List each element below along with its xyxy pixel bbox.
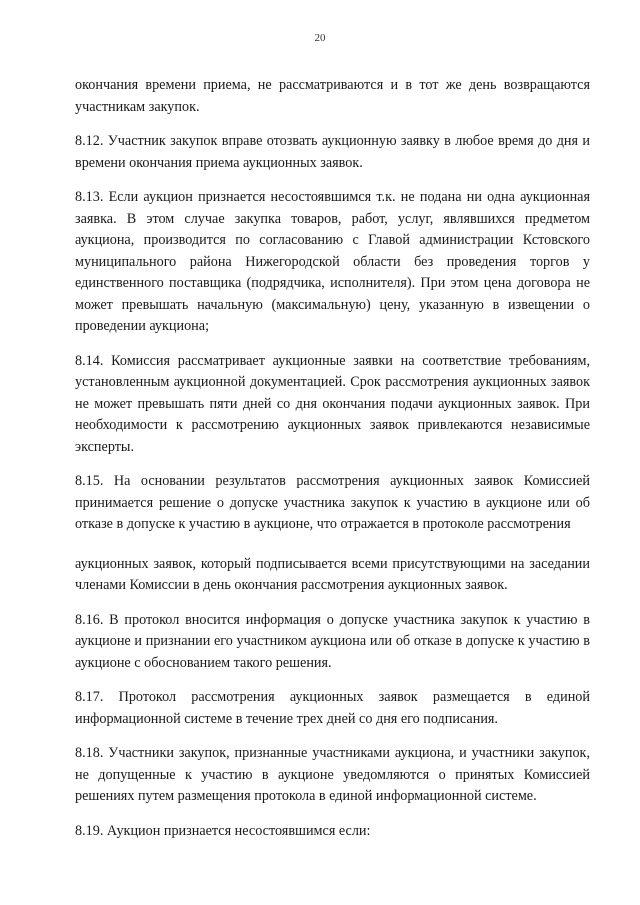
page-number: 20	[314, 32, 326, 44]
paragraph-8-18: 8.18. Участники закупок, признанные участниками аукциона, и участники закупок, не допущенные к участию в аукционе уведомляются о принятых Комиссией решениях путем размещения протокола в единой информационной системе.	[75, 745, 590, 804]
paragraph-8-15-continuation: аукционных заявок, который подписывается всеми присутствующими на заседании членами Комиссии в день окончания рассмотрения аукционных заявок.	[75, 555, 590, 593]
paragraph-8-15: 8.15. На основании результатов рассмотрения аукционных заявок Комиссией принимается решение о допуске участника закупок к участию в аукционе или об отказе в допуске к участию в аукционе, что отражается в протоколе рассмотрения	[75, 473, 590, 532]
document-body	[75, 75, 590, 855]
paragraph-8-13: 8.13. Если аукцион признается несостоявшимся т.к. не подана ни одна аукционная заявка. В этом случае закупка товаров, работ, услуг, являвшихся предметом аукциона, производится по согласованию с Главой администрации Кстовского муниципального района Нижегородской области без проведения торгов у единственного поставщика (подрядчика, исполнителя). При этом цена договора не может превышать начальную (максимальную) цену, указанную в извещении о проведении аукциона;	[75, 189, 590, 334]
paragraph-continuation: окончания времени приема, не рассматриваются и в тот же день возвращаются участникам закупок.	[75, 77, 590, 115]
paragraph-8-16: 8.16. В протокол вносится информация о допуске участника закупок к участию в аукционе и признании его участником аукциона или об отказе в допуске к участию в аукционе с обоснованием такого решения.	[75, 611, 590, 671]
paragraph-8-17: 8.17. Протокол рассмотрения аукционных заявок размещается в единой информационной системе в течение трех дней со дня его подписания.	[75, 689, 590, 727]
paragraph-8-19: 8.19. Аукцион признается несостоявшимся если:	[75, 822, 371, 839]
paragraph-8-14: 8.14. Комиссия рассматривает аукционные заявки на соответствие требованиям, установленным аукционной документацией. Срок рассмотрения аукционных заявок не может превышать пяти дней со дня окончания подачи аукционных заявок. При необходимости к рассмотрению аукционных заявок привлекаются независимые эксперты.	[75, 352, 590, 455]
paragraph-8-12: 8.12. Участник закупок вправе отозвать аукционную заявку в любое время до дня и времени окончания приема аукционных заявок.	[75, 133, 590, 171]
